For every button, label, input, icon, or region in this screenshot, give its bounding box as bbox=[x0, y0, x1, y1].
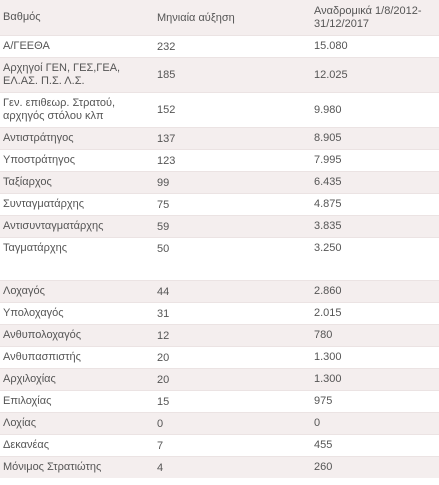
rank-cell: Μόνιμος Στρατιώτης bbox=[3, 461, 102, 473]
retro-cell: 9.980 bbox=[314, 103, 342, 116]
retro-cell: 2.015 bbox=[314, 307, 342, 319]
table-row bbox=[0, 434, 439, 456]
table-row bbox=[0, 237, 439, 259]
rank-cell: Αντισυνταγματάρχης bbox=[3, 220, 104, 232]
table-row bbox=[0, 57, 439, 92]
retro-cell: 780 bbox=[314, 329, 333, 341]
monthly-cell: 99 bbox=[157, 176, 170, 189]
retro-cell: 1.300 bbox=[314, 351, 342, 363]
retro-cell: 12.025 bbox=[314, 68, 348, 81]
rank-cell: Ανθυπασπιστής bbox=[3, 351, 81, 363]
monthly-cell: 4 bbox=[157, 461, 164, 474]
rank-cell: Αρχιλοχίας bbox=[3, 373, 56, 385]
retro-cell: 7.995 bbox=[314, 154, 342, 166]
rank-cell: Λοχίας bbox=[3, 417, 37, 429]
table-row bbox=[0, 280, 439, 302]
table-row bbox=[0, 149, 439, 171]
monthly-cell: 123 bbox=[157, 154, 176, 167]
retro-cell: 3.835 bbox=[314, 220, 342, 232]
table-row bbox=[0, 171, 439, 193]
retro-cell: 4.875 bbox=[314, 198, 342, 210]
rank-cell: Υπολοχαγός bbox=[3, 307, 64, 319]
rank-cell: Α/ΓΕΕΘΑ bbox=[3, 40, 50, 52]
rank-cell: Δεκανέας bbox=[3, 439, 50, 451]
retro-cell: 3.250 bbox=[314, 242, 342, 254]
retro-cell: 8.905 bbox=[314, 132, 342, 144]
table-row bbox=[0, 302, 439, 324]
retro-cell: 15.080 bbox=[314, 40, 348, 52]
retro-cell: 975 bbox=[314, 395, 333, 407]
header-retro: Αναδρομικά 1/8/2012-31/12/2017 bbox=[314, 4, 422, 30]
retro-cell: 0 bbox=[314, 417, 321, 429]
rank-cell: Επιλοχίας bbox=[3, 395, 52, 407]
table-gap bbox=[0, 259, 439, 280]
rank-cell: Συνταγματάρχης bbox=[3, 198, 85, 210]
table-row bbox=[0, 127, 439, 149]
rank-cell: Ταξίαρχος bbox=[3, 176, 52, 188]
table-row bbox=[0, 412, 439, 434]
table-row bbox=[0, 215, 439, 237]
retro-cell: 6.435 bbox=[314, 176, 342, 188]
header-monthly: Μηνιαία αύξηση bbox=[157, 11, 235, 24]
monthly-cell: 44 bbox=[157, 285, 170, 298]
rank-cell: Αντιστράτηγος bbox=[3, 132, 74, 144]
monthly-cell: 232 bbox=[157, 40, 176, 53]
table-row bbox=[0, 324, 439, 346]
monthly-cell: 185 bbox=[157, 69, 176, 81]
rank-cell: Ανθυπολοχαγός bbox=[3, 329, 82, 341]
retro-cell: 455 bbox=[314, 439, 333, 451]
table-row bbox=[0, 456, 439, 478]
monthly-cell: 20 bbox=[157, 351, 170, 364]
rank-cell: Λοχαγός bbox=[3, 285, 45, 297]
monthly-cell: 75 bbox=[157, 198, 170, 211]
monthly-cell: 50 bbox=[157, 242, 170, 255]
rank-cell: Ταγματάρχης bbox=[3, 242, 68, 254]
table-row bbox=[0, 368, 439, 390]
table-row bbox=[0, 35, 439, 57]
retro-cell: 2.860 bbox=[314, 285, 342, 297]
table-row bbox=[0, 390, 439, 412]
monthly-cell: 31 bbox=[157, 307, 170, 320]
header-rank: Βαθμός bbox=[3, 11, 41, 23]
monthly-cell: 12 bbox=[157, 329, 170, 342]
rank-cell: Υποστράτηγος bbox=[3, 154, 76, 166]
rank-cell: Αρχηγοί ΓΕΝ, ΓΕΣ,ΓΕΑ, ΕΛ.ΑΣ. Π.Σ. Λ.Σ. bbox=[3, 62, 121, 87]
monthly-cell: 15 bbox=[157, 395, 170, 408]
retro-cell: 260 bbox=[314, 461, 333, 473]
retro-cell: 1.300 bbox=[314, 373, 342, 385]
rank-cell: Γεν. επιθεωρ. Στρατού, αρχηγός στόλου κλπ bbox=[3, 97, 116, 122]
monthly-cell: 59 bbox=[157, 220, 170, 233]
table-row bbox=[0, 193, 439, 215]
table-row bbox=[0, 92, 439, 127]
monthly-cell: 137 bbox=[157, 132, 176, 145]
table-header bbox=[0, 0, 439, 35]
monthly-cell: 152 bbox=[157, 104, 176, 116]
table-row bbox=[0, 346, 439, 368]
monthly-cell: 7 bbox=[157, 439, 164, 452]
monthly-cell: 0 bbox=[157, 417, 164, 430]
monthly-cell: 20 bbox=[157, 373, 170, 386]
